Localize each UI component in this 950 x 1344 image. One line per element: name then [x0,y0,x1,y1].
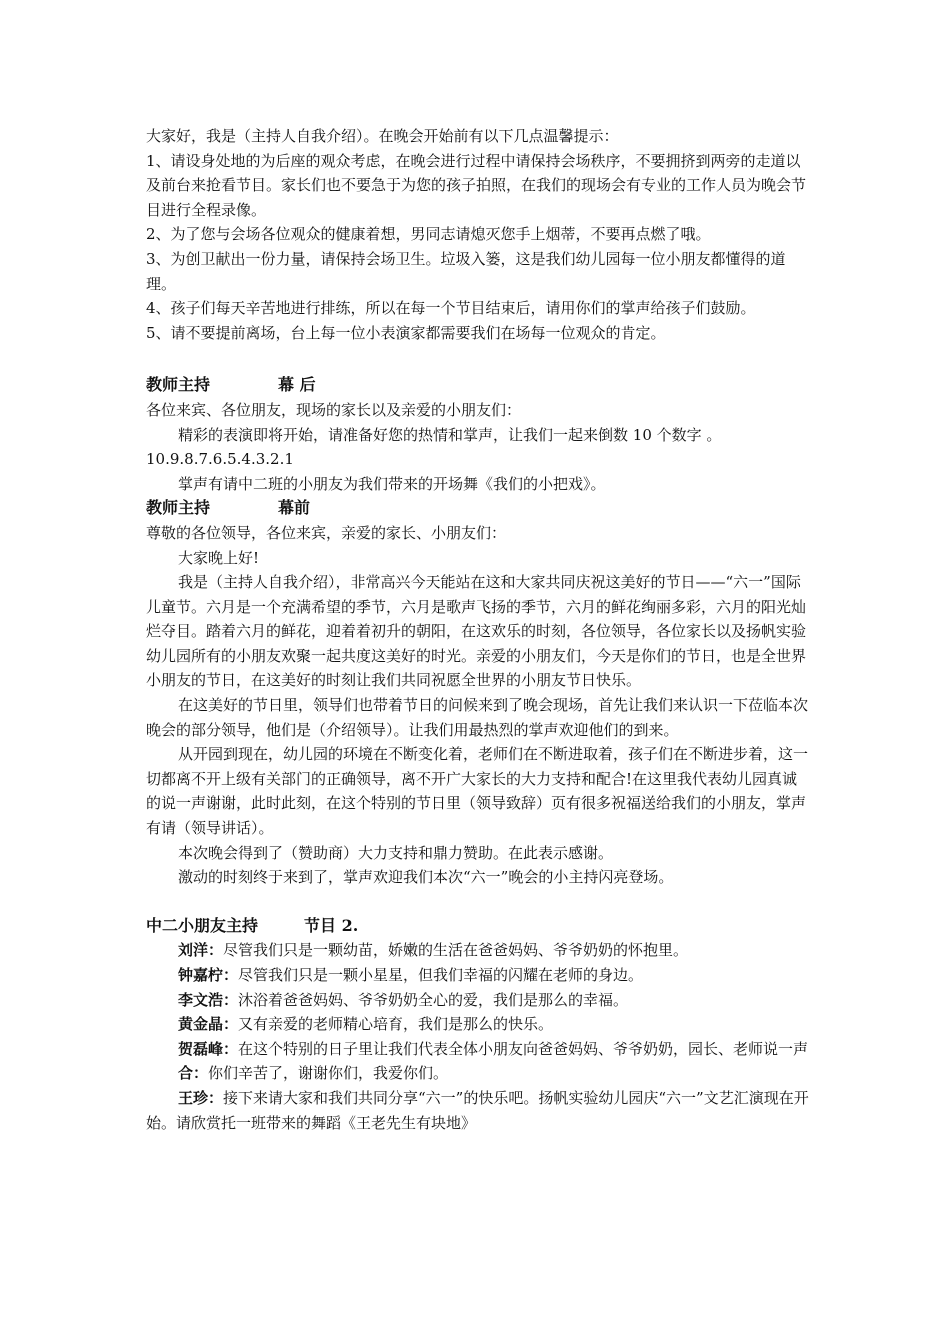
section-place: 幕前 [278,498,311,518]
paragraph: 从开园到现在，幼儿园的环境在不断变化着，老师们在不断进取着，孩子们在不断进步着，这一切都离不开上级有关部门的正确领导，离不开广大家长的大力支持和配合!在这里我代表幼儿园真诚的说一声谢谢，此时此刻，在这个特别的节日里（领导致辞）页有很多祝福送给我们的小朋友，掌声有请（领导讲话）。 [146,745,809,838]
intro-line: 4、孩子们每天辛苦地进行排练，所以在每一个节目结束后，请用你们的掌声给孩子们鼓励。 [146,299,756,318]
dialogue-text: 你们辛苦了，谢谢你们，我爱你们。 [208,1064,449,1083]
section-place: 幕 后 [278,375,316,395]
dialogue-line [146,1037,810,1062]
dialogue-text: 在这个特别的日子里让我们代表全体小朋友向爸爸妈妈、爷爷奶奶，园长、老师说一声 [238,1039,809,1058]
paragraph: 激动的时刻终于来到了，掌声欢迎我们本次“六一”晚会的小主持闪亮登场。 [178,868,674,887]
paragraph: 精彩的表演即将开始，请准备好您的热情和掌声，让我们一起来倒数 10 个数字 。 [178,425,722,444]
dialogue-text: 尽管我们只是一颗小星星，但我们幸福的闪耀在老师的身边。 [238,966,644,984]
paragraph: 大家晚上好! [178,548,260,567]
section-role: 中二小朋友主持 [146,915,259,935]
section-heading [146,496,810,521]
speaker-name: 刘洋： [178,941,224,960]
paragraph: 我是（主持人自我介绍），非常高兴今天能站在这和大家共同庆祝这美好的节日——“六一”国际儿童节。六月是一个充满希望的季节，六月是歌声飞扬的季节，六月的鲜花绚丽多彩，六月的阳光灿烂夺目。踏着六月的鲜花，迎着着初升的朝阳，在这欢乐的时刻，各位领导，各位家长以及扬帆实验幼儿园所有的小朋友欢聚一起共度这美好的时光。亲爱的小朋友们，今天是你们的节日，也是全世界小朋友的节日，在这美好的时刻让我们共同祝愿全世界的小朋友节日快乐。 [146,573,807,690]
spacer [146,890,810,914]
spacer [146,345,810,373]
countdown: 10.9.8.7.6.5.4.3.2.1 [146,450,294,469]
intro-line: 2、为了您与会场各位观众的健康着想，男同志请熄灭您手上烟蒂，不要再点燃了哦。 [146,225,711,244]
document-page [146,124,810,1135]
dialogue-line [146,938,810,963]
dialogue-text: 又有亲爱的老师精心培育，我们是那么的快乐。 [238,1015,554,1034]
dialogue-line [146,1086,810,1135]
dialogue-line [146,1061,810,1086]
intro-line: 大家好，我是（主持人自我介绍）。在晚会开始前有以下几点温馨提示： [146,127,619,145]
paragraph: 本次晚会得到了（赞助商）大力支持和鼎力赞助。在此表示感谢。 [178,843,614,862]
speaker-name: 钟嘉柠： [178,966,239,984]
speaker-name: 贺磊峰： [178,1039,239,1058]
dialogue-line [146,963,810,988]
speaker-name: 合： [178,1064,209,1083]
intro-line: 5、请不要提前离场，台上每一位小表演家都需要我们在场每一位观众的肯定。 [146,323,666,342]
speaker-name: 黄金晶： [178,1015,239,1034]
speaker-name: 李文浩： [178,990,239,1009]
section-heading [146,914,810,939]
section-heading [146,373,810,398]
paragraph: 掌声有请中二班的小朋友为我们带来的开场舞《我们的小把戏》。 [178,474,606,493]
dialogue-text: 尽管我们只是一颗幼苗，娇嫩的生活在爸爸妈妈、爷爷奶奶的怀抱里。 [223,941,689,960]
intro-line: 3、为创卫献出一份力量，请保持会场卫生。垃圾入篓，这是我们幼儿园每一位小朋友都懂得的道理。 [146,249,786,293]
dialogue-text: 沐浴着爸爸妈妈、爷爷奶奶全心的爱，我们是那么的幸福。 [238,990,629,1009]
section-role: 教师主持 [146,498,211,518]
section-role: 教师主持 [146,375,211,395]
intro-line: 1、请设身处地的为后座的观众考虑，在晚会进行过程中请保持会场秩序，不要拥挤到两旁的走道以及前台来抢看节目。家长们也不要急于为您的孩子拍照，在我们的现场会有专业的工作人员为晚会节目进行全程录像。 [146,151,807,219]
paragraph: 在这美好的节日里，领导们也带着节日的问候来到了晚会现场，首先让我们来认识一下莅临本次晚会的部分领导，他们是（介绍领导）。让我们用最热烈的掌声欢迎他们的到来。 [146,696,809,739]
dialogue-text: 接下来请大家和我们共同分享“六一”的快乐吧。扬帆实验幼儿园庆“六一”文艺汇演现在开始。请欣赏托一班带来的舞蹈《王老先生有块地》 [146,1088,809,1132]
greeting: 各位来宾、各位朋友，现场的家长以及亲爱的小朋友们： [146,400,522,419]
speaker-name: 王珍： [178,1088,224,1107]
dialogue-line [146,1012,810,1037]
greeting: 尊敬的各位领导，各位来宾，亲爱的家长、小朋友们： [146,523,507,542]
dialogue-line [146,988,810,1013]
section-program: 节目 2. [304,915,359,935]
